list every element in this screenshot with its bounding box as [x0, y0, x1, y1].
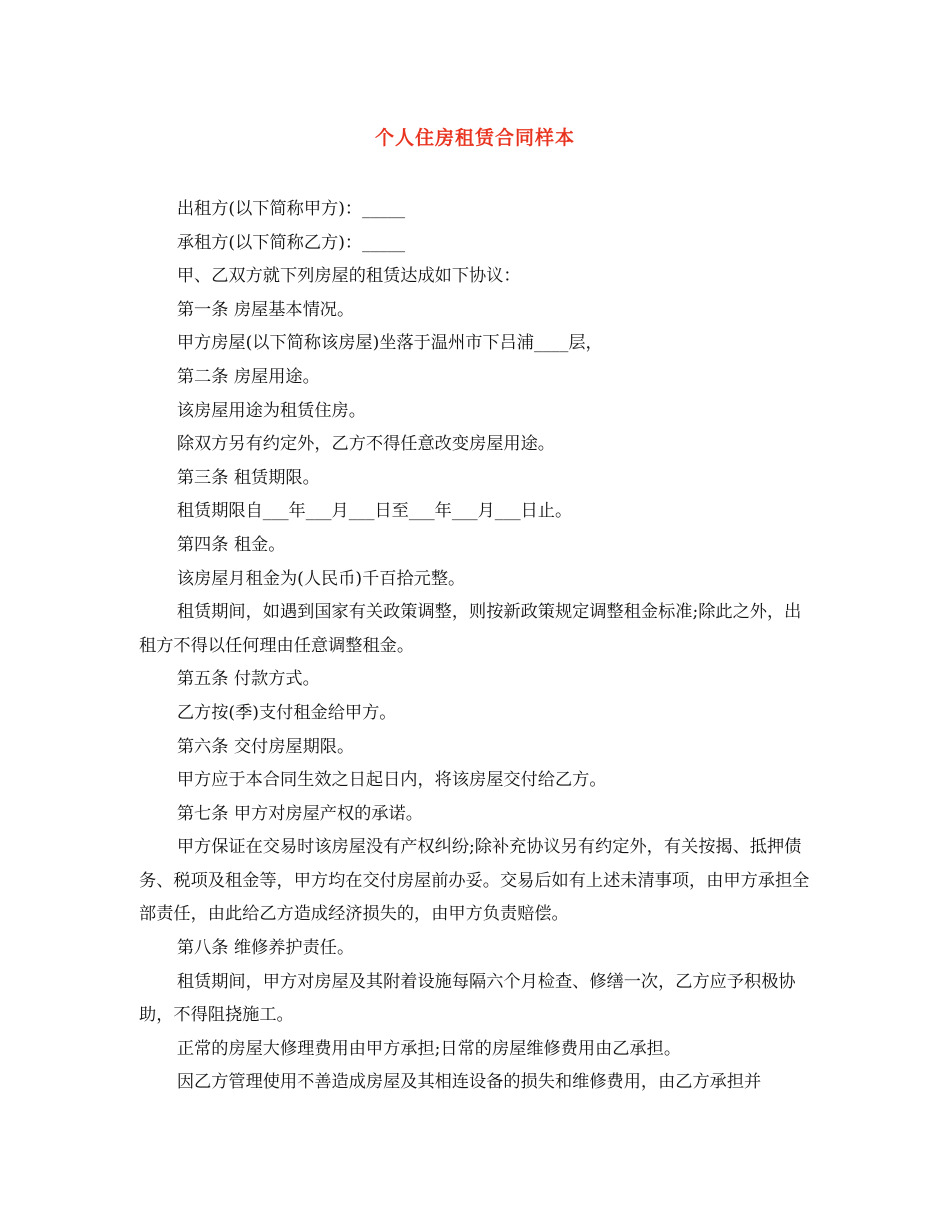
- article-8-text-2: 正常的房屋大修理费用由甲方承担;日常的房屋维修费用由乙承担。: [176, 1038, 682, 1059]
- article-8-heading: 第八条 维修养护责任。: [176, 938, 355, 959]
- agreement-intro: 甲、乙双方就下列房屋的租赁达成如下协议：: [176, 266, 521, 287]
- article-6-heading: 第六条 交付房屋期限。: [176, 736, 355, 757]
- article-1-heading: 第一条 房屋基本情况。: [176, 299, 355, 320]
- article-4-text-1: 该房屋月租金为(人民币)千百拾元整。: [176, 568, 466, 589]
- article-8-text-1: 租赁期间，甲方对房屋及其附着设施每隔六个月检查、修缮一次，乙方应予积极协助，不得阻挠施工。: [139, 971, 796, 1026]
- party-b-line: 承租方(以下简称乙方)：_____: [176, 232, 406, 253]
- article-6-text: 甲方应于本合同生效之日起日内，将该房屋交付给乙方。: [176, 770, 607, 791]
- document-title: 个人住房租赁合同样本: [374, 127, 575, 149]
- article-8-text-3: 因乙方管理使用不善造成房屋及其相连设备的损失和维修费用，由乙方承担并: [176, 1072, 762, 1093]
- article-7-heading: 第七条 甲方对房屋产权的承诺。: [176, 803, 423, 824]
- party-a-line: 出租方(以下简称甲方)：_____: [176, 199, 406, 219]
- article-4-heading: 第四条 租金。: [176, 534, 286, 555]
- article-2-text-2: 除双方另有约定外，乙方不得任意改变房屋用途。: [176, 434, 555, 455]
- article-7-text: 甲方保证在交易时该房屋没有产权纠纷;除补充协议另有约定外，有关按揭、抵押债务、税项及租金等，甲方均在交付房屋前办妥。交易后如有上述未清事项，由甲方承担全部责任，由此给乙方造成经济损失的，由甲方负责赔偿。: [139, 837, 810, 925]
- article-1-text: 甲方房屋(以下简称该房屋)坐落于温州市下吕浦____层，: [176, 333, 603, 354]
- article-5-text: 乙方按(季)支付租金给甲方。: [176, 702, 397, 723]
- article-2-heading: 第二条 房屋用途。: [176, 366, 320, 387]
- article-3-text: 租赁期限自___年___月___日至___年___月___日止。: [176, 501, 573, 522]
- article-5-heading: 第五条 付款方式。: [176, 669, 320, 690]
- article-2-text-1: 该房屋用途为租赁住房。: [176, 400, 366, 421]
- document-body: [139, 193, 811, 1100]
- article-4-text-2: 租赁期间，如遇到国家有关政策调整，则按新政策规定调整租金标准;除此之外，出租方不得以任何理由任意调整租金。: [139, 602, 802, 656]
- article-3-heading: 第三条 租赁期限。: [176, 467, 320, 488]
